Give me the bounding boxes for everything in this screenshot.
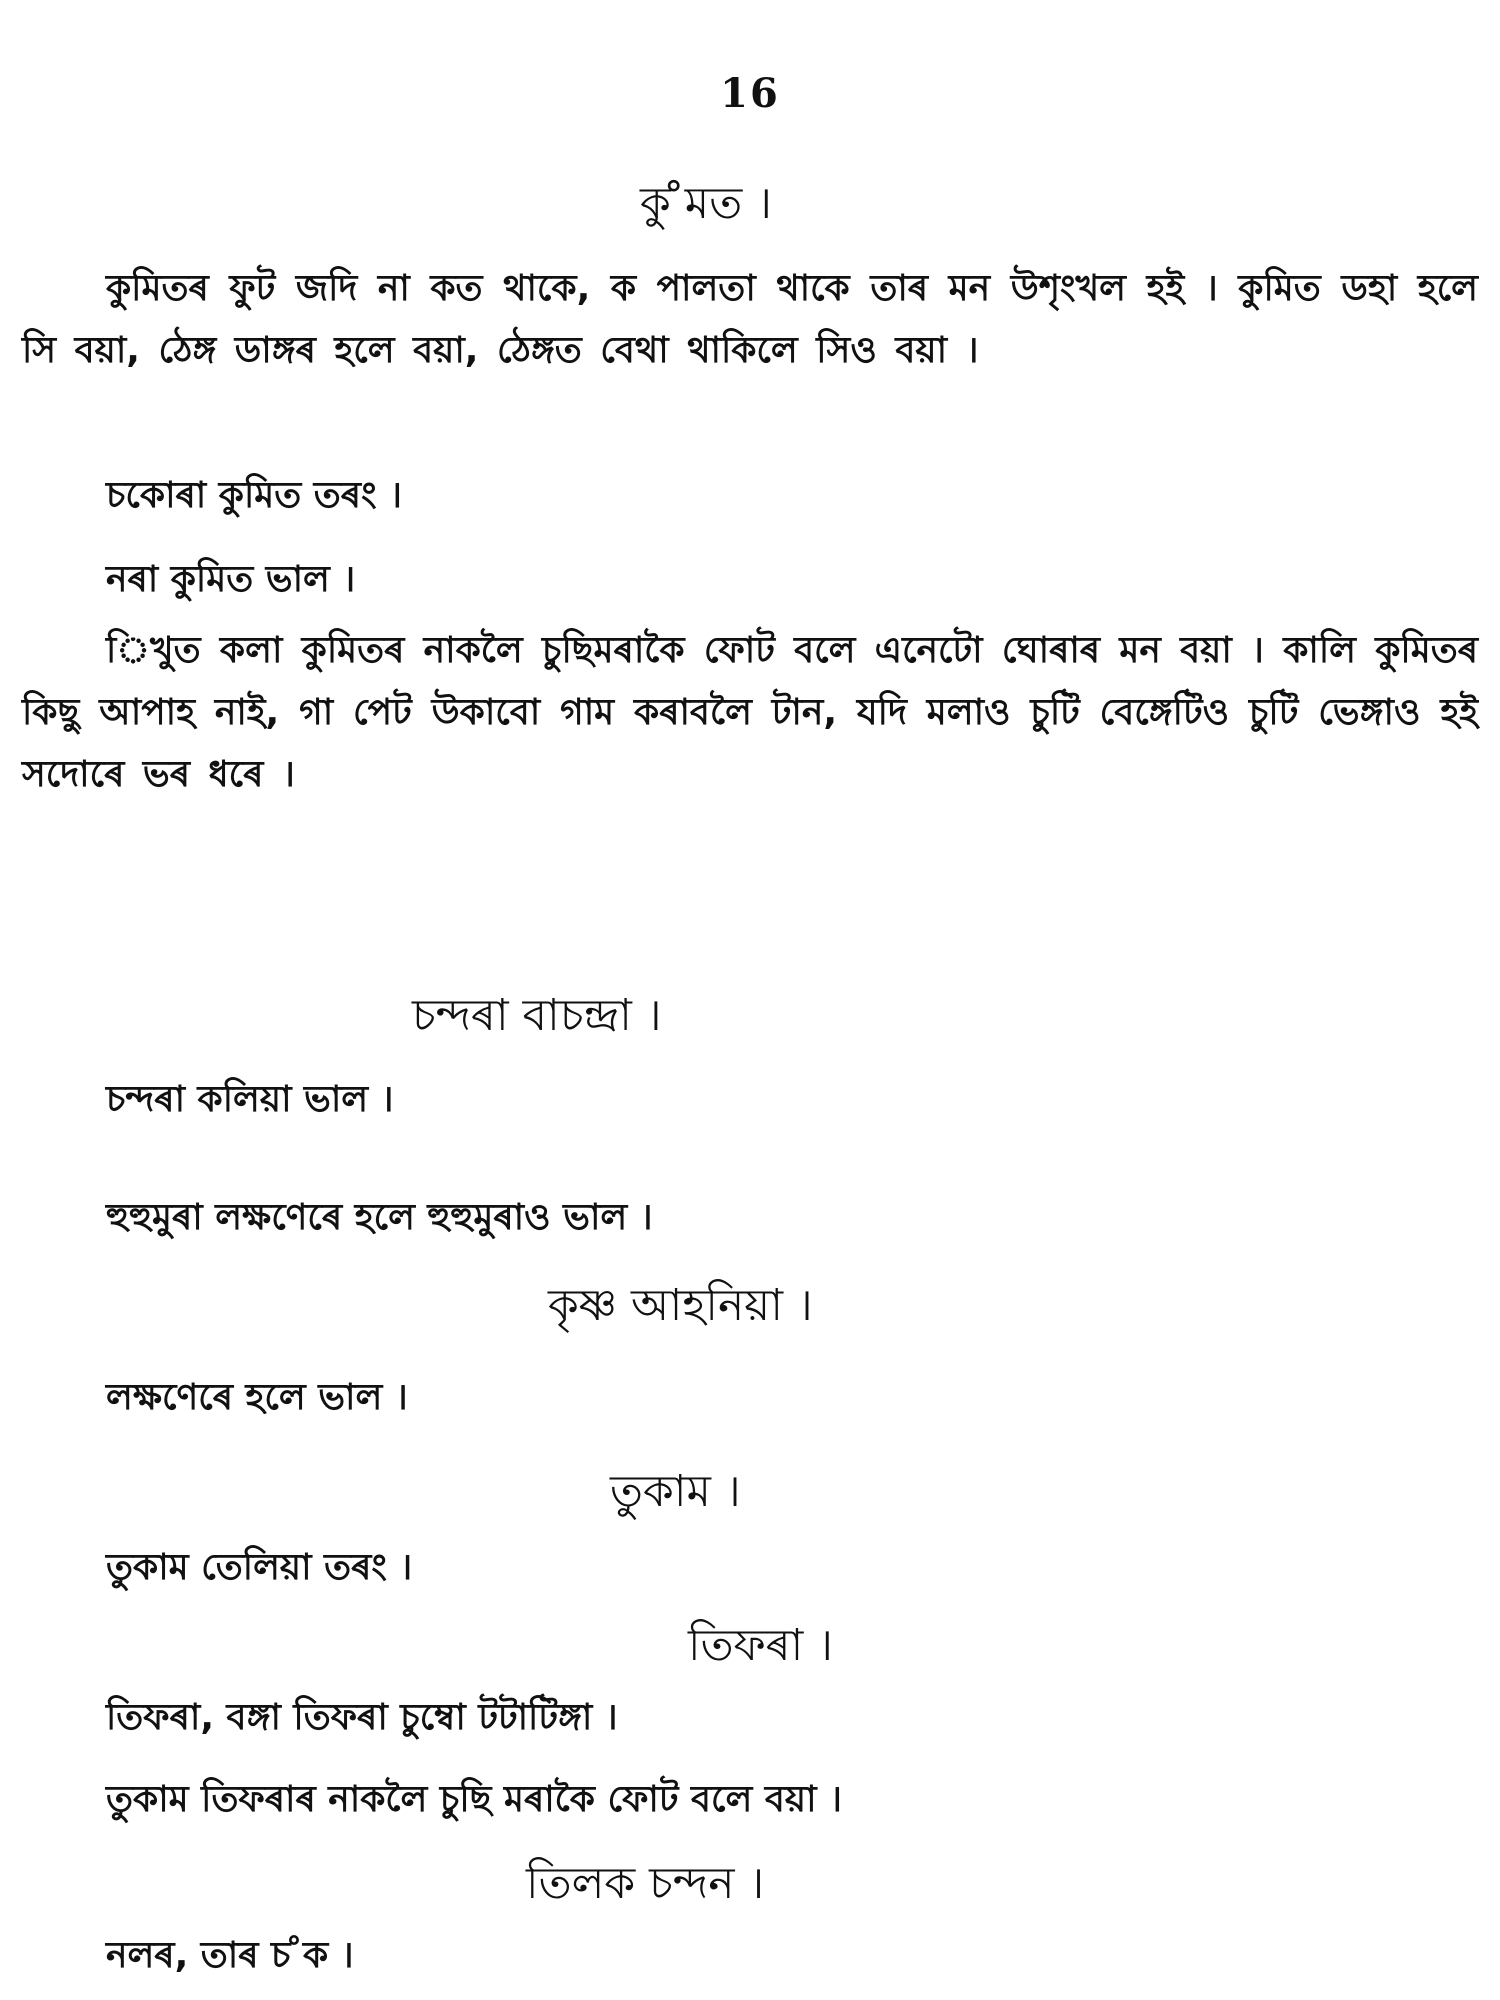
paragraph: লক্ষণেৰে হলে ভাল ।	[106, 1377, 408, 1418]
section-heading: কৃষ্ণ আহনিয়া ।	[548, 1280, 813, 1331]
section-heading: তিলক চন্দন ।	[526, 1858, 765, 1909]
paragraph: িখুত কলা কুমিতৰ নাকলৈ চুছিমৰাকৈ ফোট বলে এনেটো ঘোৰাৰ মন বয়া । কালি কুমিতৰ কিছু আপাহ নাই, গা পেট উকাবো গাম কৰাবলৈ টান, যদি মলাও চুটি বেঙ্গেটিও চুটি ভেঙ্গাও হই সদোৰে ভৰ ধৰে ।	[22, 630, 1478, 795]
paragraph: চন্দৰা কলিয়া ভাল ।	[106, 1079, 394, 1120]
section-heading: চন্দৰা বাচন্দ্রা ।	[412, 990, 662, 1041]
paragraph: তিফৰা, বঙ্গা তিফৰা চুম্বো টটাটিঙ্গা ।	[106, 1697, 618, 1738]
section-heading: কু ̊মত ।	[640, 178, 772, 229]
paragraph: চকোৰা কুমিত তৰং ।	[106, 475, 402, 516]
paragraph: নৰা কুমিত ভাল ।	[106, 559, 356, 600]
paragraph: নলৰ, তাৰ চ ̊ক ।	[106, 1935, 354, 1976]
section-heading: তিফৰা ।	[688, 1620, 834, 1671]
page-number: 16	[720, 70, 780, 117]
paragraph: কুমিতৰ ফুট জদি না কত থাকে, ক পালতা থাকে তাৰ মন উশৃংখল হই । কুমিত ডহা হলে সি বয়া, ঠেঙ্গ ডাঙ্গৰ হলে বয়া, ঠেঙ্গত বেথা থাকিলে সিও বয়া ।	[22, 268, 1478, 371]
paragraph: তুকাম তেলিয়া তৰং ।	[106, 1547, 413, 1588]
section-heading: তুকাম ।	[610, 1466, 741, 1517]
paragraph: তুকাম তিফৰাৰ নাকলৈ চুছি মৰাকৈ ফোট বলে বয়া ।	[106, 1779, 842, 1820]
paragraph: হুহুমুৰা লক্ষণেৰে হলে হুহুমুৰাও ভাল ।	[106, 1197, 653, 1238]
